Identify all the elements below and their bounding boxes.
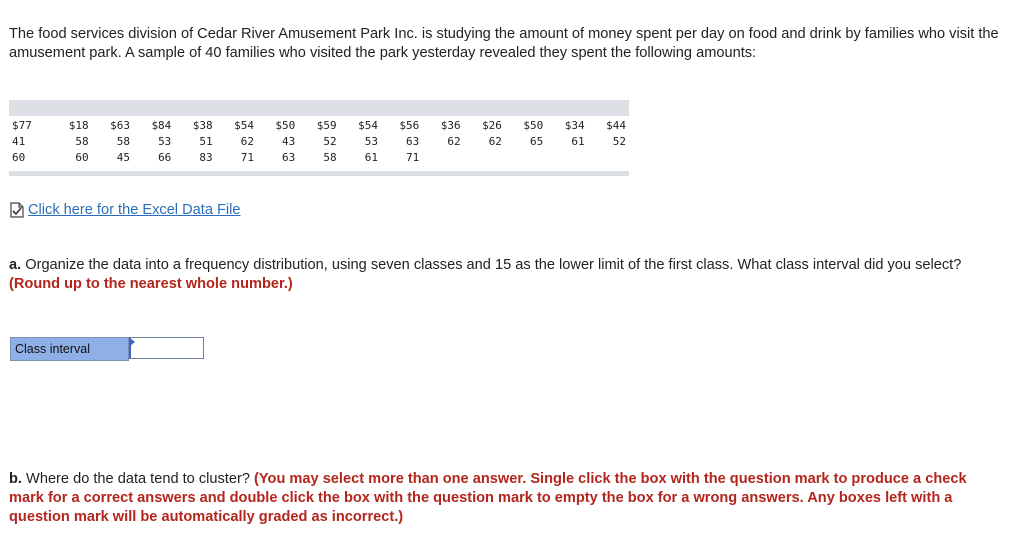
- data-cell: 45: [116, 150, 130, 164]
- data-cell: 53: [158, 134, 172, 148]
- question-a-text: Organize the data into a frequency distribution, using seven classes and 15 as the lower limit of the first class. What class interval did you select?: [25, 257, 962, 273]
- data-cell: 58: [75, 134, 89, 148]
- class-interval-input-wrap: [129, 337, 204, 361]
- data-cell: [422, 149, 463, 165]
- data-cell: 62: [240, 134, 254, 148]
- data-cell: $50: [523, 118, 544, 132]
- data-cell: [588, 149, 629, 165]
- data-cell: 63: [282, 150, 296, 164]
- data-cell: 58: [323, 150, 337, 164]
- data-cell: 52: [612, 134, 626, 148]
- data-cell: 53: [364, 134, 378, 148]
- data-cell: $18: [68, 118, 89, 132]
- data-panel-footer-bar: [9, 171, 629, 176]
- input-marker-icon: [130, 338, 135, 346]
- question-b: [9, 470, 999, 527]
- data-cell: $59: [316, 118, 337, 132]
- data-cell: $56: [399, 118, 420, 132]
- data-row: [9, 133, 629, 149]
- data-cell: 66: [158, 150, 172, 164]
- problem-intro: The food services division of Cedar River Amusement Park Inc. is studying the amount of money spent per day on food and drink by families who visit the amusement park. A sample of 40 families who visited the park yesterday revealed they spent the following amounts:: [9, 26, 999, 61]
- data-cell: $77: [12, 118, 32, 132]
- data-cell: 51: [199, 134, 213, 148]
- data-cell: 62: [488, 134, 502, 148]
- data-cell: $63: [110, 118, 130, 132]
- data-table: [9, 117, 629, 165]
- data-cell: 83: [199, 150, 213, 164]
- data-cell: 61: [364, 150, 378, 164]
- data-cell: 63: [406, 134, 420, 148]
- data-cell: $34: [564, 118, 585, 132]
- data-cell: 60: [12, 150, 26, 164]
- data-cell: 43: [282, 134, 296, 148]
- class-interval-input[interactable]: [129, 337, 204, 359]
- data-cell: $50: [275, 118, 296, 132]
- data-cell: 65: [530, 134, 544, 148]
- data-cell: $44: [606, 118, 626, 132]
- excel-data-link-label[interactable]: Click here for the Excel Data File: [28, 202, 241, 218]
- data-cell: 71: [406, 150, 420, 164]
- question-a-letter: a.: [9, 257, 22, 273]
- question-a: [9, 256, 1004, 294]
- question-a-note: (Round up to the nearest whole number.): [9, 276, 293, 292]
- data-cell: 41: [12, 134, 26, 148]
- data-row: [9, 149, 629, 165]
- data-cell: 52: [323, 134, 337, 148]
- data-cell: $54: [358, 118, 378, 132]
- data-panel: [9, 100, 629, 176]
- data-cell: 62: [447, 134, 461, 148]
- data-cell: [505, 149, 546, 165]
- data-cell: 58: [116, 134, 130, 148]
- data-cell: 61: [571, 134, 585, 148]
- data-cell: 60: [75, 150, 89, 164]
- question-b-note: (You may select more than one answer. Single click the box with the question mark to produce a check mark for a correct answers and double click the box with the question mark to empty the box for a wrong answers. Any boxes left with a question mark will be automatically graded as incorrect.): [9, 471, 967, 525]
- class-interval-label: Class interval: [10, 337, 129, 361]
- data-row: [9, 117, 629, 133]
- excel-file-icon: [9, 202, 25, 218]
- data-cell: 71: [240, 150, 254, 164]
- data-cell: $38: [192, 118, 213, 132]
- data-cell: [464, 149, 505, 165]
- data-cell: $84: [151, 118, 172, 132]
- data-cell: $26: [482, 118, 502, 132]
- data-cell: $54: [234, 118, 254, 132]
- data-panel-header-bar: [9, 100, 629, 116]
- excel-data-link[interactable]: [9, 202, 241, 218]
- question-b-letter: b.: [9, 471, 22, 487]
- data-cell: [546, 149, 587, 165]
- data-cell: $36: [440, 118, 461, 132]
- class-interval-row: [10, 337, 204, 361]
- question-b-text: Where do the data tend to cluster?: [26, 471, 250, 487]
